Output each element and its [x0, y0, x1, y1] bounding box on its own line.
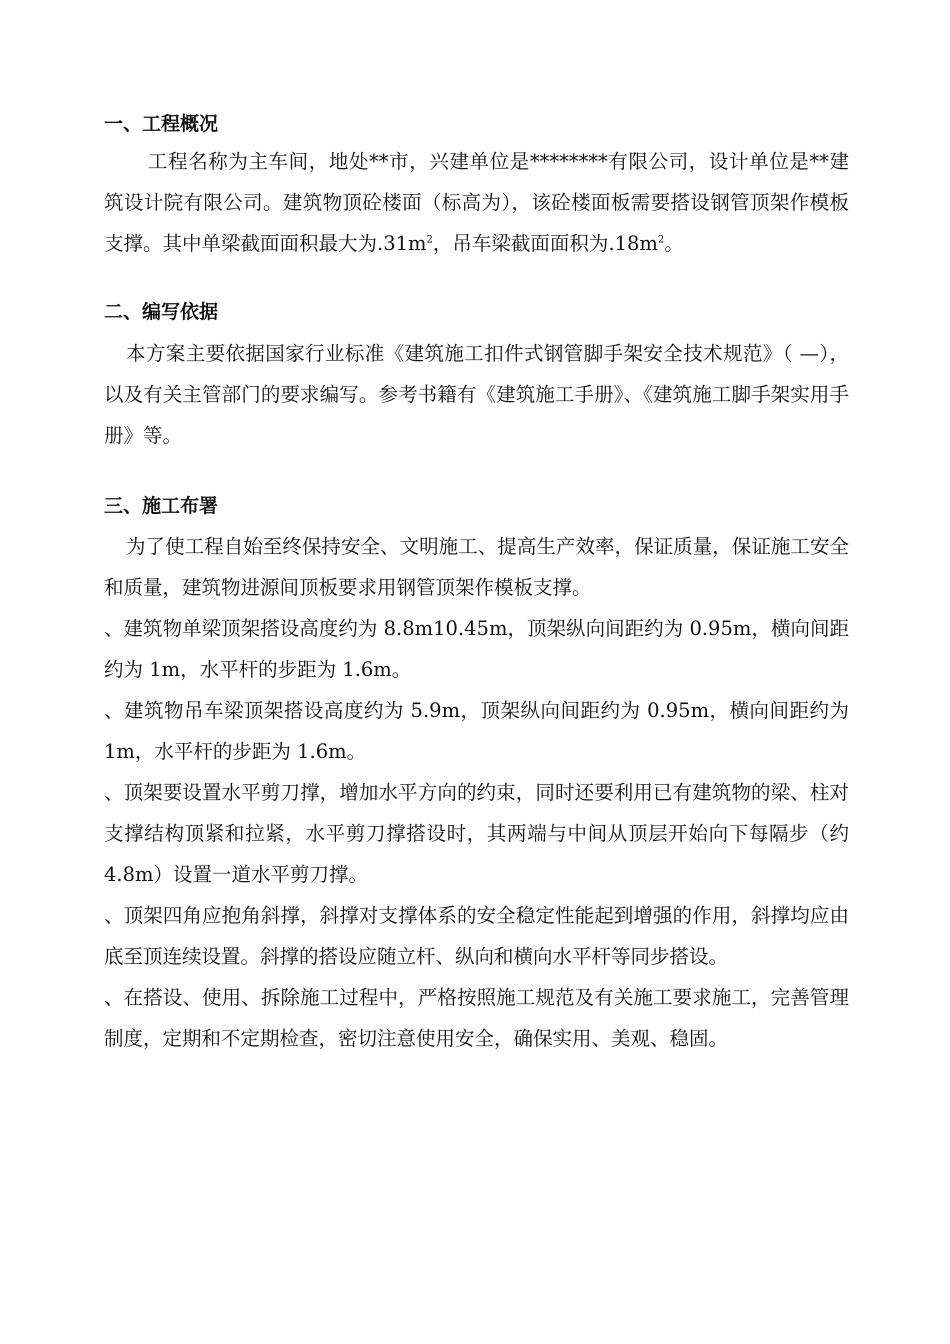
document-page [104, 110, 849, 1059]
overview-text-main: 工程名称为主车间，地处**市，兴建单位是********有限公司，设计单位是**建筑设计院有限公司。建筑物顶砼楼面（标高为），该砼楼面板需要搭设钢管顶架作模板支撑。其中单梁截面面积最大为.31m [104, 150, 849, 255]
section-heading-overview: 一、工程概况 [104, 113, 219, 135]
layout-list-item: 、建筑物吊车梁顶架搭设高度约为 5.9m，顶架纵向间距约为 0.95m，横向间距约为 1m，水平杆的步距为 1.6m。 [104, 699, 849, 763]
superscript-2: 2 [657, 234, 665, 246]
section-basis [104, 298, 849, 456]
layout-list-item: 、在搭设、使用、拆除施工过程中，严格按照施工规范及有关施工要求施工，完善管理制度，定期和不定期检查，密切注意使用安全，确保实用、美观、稳固。 [104, 986, 849, 1050]
layout-list-item: 、建筑物单梁顶架搭设高度约为 8.8m10.45m，顶架纵向间距约为 0.95m，横向间距约为 1m，水平杆的步距为 1.6m。 [104, 617, 849, 681]
superscript-2: 2 [426, 234, 433, 246]
section-project-overview [104, 110, 849, 264]
section-construction-layout [104, 492, 849, 1059]
layout-list-item: 、顶架要设置水平剪刀撑，增加水平方向的约束，同时还要利用已有建筑物的梁、柱对支撑结构顶紧和拉紧，水平剪刀撑搭设时，其两端与中间从顶层开始向下每隔步（约 4.8m）设置一道水平剪刀撑。 [104, 781, 849, 886]
layout-intro-paragraph: 为了使工程自始至终保持安全、文明施工、提高生产效率，保证质量，保证施工安全和质量，建筑物进源间顶板要求用钢管顶架作模板支撑。 [104, 535, 849, 599]
overview-paragraph [104, 141, 849, 264]
section-heading-layout: 三、施工布署 [104, 495, 219, 517]
basis-paragraph: 本方案主要依据国家行业标准《建筑施工扣件式钢管脚手架安全技术规范》（ —），以及有关主管部门的要求编写。参考书籍有《建筑施工手册》、《建筑施工脚手架实用手册》等。 [104, 342, 849, 447]
layout-list-item: 、顶架四角应抱角斜撑，斜撑对支撑体系的安全稳定性能起到增强的作用，斜撑均应由底至顶连续设置。斜撑的搭设应随立杆、纵向和横向水平杆等同步搭设。 [104, 904, 849, 968]
section-heading-basis: 二、编写依据 [104, 301, 219, 323]
overview-text-mid: ，吊车梁截面面积为.18m [432, 232, 658, 255]
overview-text-end: 。 [664, 232, 684, 255]
